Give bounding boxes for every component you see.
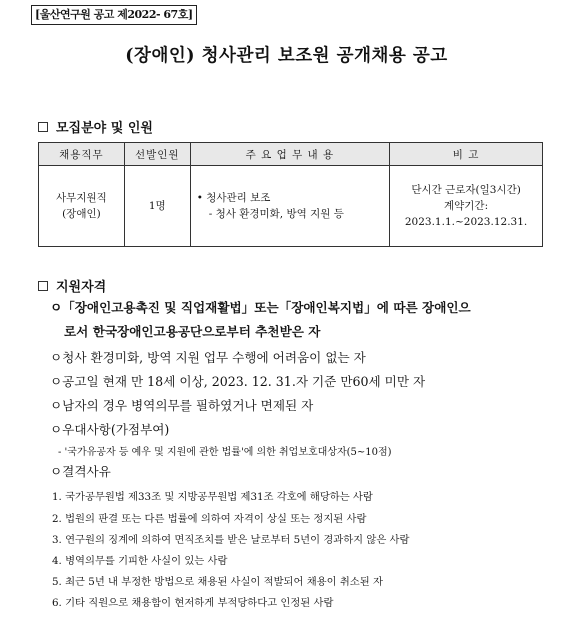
qualification-line-2: ㅇ청사 환경미화, 방역 지원 업무 수행에 어려움이 없는 자 — [50, 350, 366, 365]
notice-number: [울산연구원 공고 제2022- 67호] — [31, 5, 197, 25]
list-item: 2. 법원의 판결 또는 다른 법률에 의하여 자격이 상실 또는 정지된 사람 — [52, 513, 367, 525]
list-item: 4. 병역의무를 기피한 사실이 있는 사람 — [52, 555, 228, 567]
preference-detail: - '국가유공자 등 예우 및 지원에 관한 법률'에 의한 취업보호대상자(5~10점) — [58, 447, 392, 458]
header-count: 선발인원 — [124, 143, 190, 166]
job-line-1: 사무지원직 — [56, 192, 107, 204]
section-qualification-label: 지원자격 — [56, 280, 107, 295]
duty-sub: - 청사 환경미화, 방역 지원 등 — [208, 208, 344, 220]
qualification-line-3: ㅇ공고일 현재 만 18세 이상, 2023. 12. 31.자 기준 만60세 미만 자 — [50, 374, 426, 389]
table-header-row — [39, 143, 543, 166]
header-note: 비 고 — [390, 143, 543, 166]
qualification-line-4: ㅇ남자의 경우 병역의무를 필하였거나 면제된 자 — [50, 398, 314, 413]
cell-count: 1명 — [124, 166, 190, 247]
square-bullet-icon — [38, 281, 48, 291]
section-qualification-heading — [38, 276, 106, 295]
cell-job — [39, 166, 125, 247]
page-title: (장애인) 청사관리 보조원 공개채용 공고 — [125, 46, 448, 66]
header-duties: 주 요 업 무 내 용 — [190, 143, 389, 166]
table-row — [39, 166, 543, 247]
qualification-line-1-cont: 로서 한국장애인고용공단으로부터 추천받은 자 — [64, 324, 321, 339]
cell-note — [390, 166, 543, 247]
note-line-3: 2023.1.1.~2023.12.31. — [404, 216, 528, 228]
recruitment-table — [38, 142, 543, 247]
list-item: 3. 연구원의 징계에 의하여 면직조치를 받은 날로부터 5년이 경과하지 않은 사람 — [52, 534, 410, 546]
cell-duties — [190, 166, 389, 247]
disqualification-heading: ㅇ결격사유 — [50, 464, 111, 479]
square-bullet-icon — [38, 122, 48, 132]
job-line-2: (장애인) — [62, 208, 101, 220]
list-item: 6. 기타 직원으로 채용함이 현저하게 부적당하다고 인정된 사람 — [52, 597, 334, 609]
header-job: 채용직무 — [39, 143, 125, 166]
note-line-1: 단시간 근로자(일3시간) — [411, 184, 521, 196]
preference-heading: ㅇ우대사항(가점부여) — [50, 422, 170, 437]
list-item: 5. 최근 5년 내 부정한 방법으로 채용된 사실이 적발되어 채용이 취소된 자 — [52, 576, 383, 588]
section-recruitment-heading — [38, 117, 153, 136]
duty-main: • 청사관리 보조 — [196, 192, 271, 204]
list-item: 1. 국가공무원법 제33조 및 지방공무원법 제31조 각호에 해당하는 사람 — [52, 491, 373, 503]
note-line-2: 계약기간: — [444, 200, 489, 212]
qualification-line-1: ㅇ「장애인고용촉진 및 직업재활법」또는「장애인복지법」에 따른 장애인으 — [50, 300, 471, 315]
section-recruitment-label: 모집분야 및 인원 — [56, 121, 153, 136]
